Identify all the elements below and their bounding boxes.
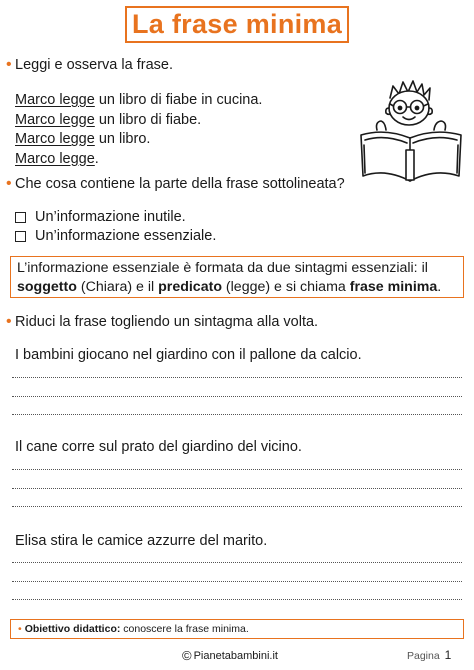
footer-site: © Pianetabambini.it xyxy=(182,648,278,663)
sentence-2: Marco legge un libro di fiabe. xyxy=(15,111,202,128)
answer-line[interactable] xyxy=(12,580,462,582)
exercise-2-sentence: Il cane corre sul prato del giardino del vicino. xyxy=(15,439,302,455)
learning-goal-box: • Obiettivo didattico: conoscere la frase minima. xyxy=(10,619,464,639)
answer-line[interactable] xyxy=(12,505,462,507)
page-number: Pagina 1 xyxy=(407,648,452,662)
instruction-1: • Leggi e osserva la frase. xyxy=(6,56,173,73)
answer-line[interactable] xyxy=(12,598,462,600)
answer-line[interactable] xyxy=(12,487,462,489)
answer-line[interactable] xyxy=(12,376,462,378)
checkbox-icon[interactable] xyxy=(15,231,26,242)
sentence-3: Marco legge un libro. xyxy=(15,131,151,148)
option-1[interactable]: Un’informazione inutile. xyxy=(15,209,186,225)
copyright-icon: © xyxy=(182,648,192,663)
answer-line[interactable] xyxy=(12,395,462,397)
bullet-dot: • xyxy=(6,56,12,73)
definition-box: L’informazione essenziale è formata da due sintagmi essenziali: il soggetto (Chiara) e il predicato (legge) e si chiama frase minima. xyxy=(10,256,464,298)
example-sentences xyxy=(15,91,262,169)
answer-line[interactable] xyxy=(12,468,462,470)
option-2[interactable]: Un’informazione essenziale. xyxy=(15,228,216,244)
question-2: • Che cosa contiene la parte della frase sottolineata? xyxy=(6,175,345,192)
answer-line[interactable] xyxy=(12,413,462,415)
exercise-1-sentence: I bambini giocano nel giardino con il pallone da calcio. xyxy=(15,347,362,363)
sentence-4: Marco legge. xyxy=(15,150,99,167)
answer-line[interactable] xyxy=(12,561,462,563)
bullet-dot: • xyxy=(6,313,12,330)
child-reading-book-illustration xyxy=(355,78,467,183)
bullet-dot: • xyxy=(18,623,22,635)
page-title: La frase minima xyxy=(131,9,343,39)
instruction-3: • Riduci la frase togliendo un sintagma alla volta. xyxy=(6,313,319,330)
bullet-dot: • xyxy=(6,175,12,192)
sentence-1: Marco legge un libro di fiabe in cucina. xyxy=(15,92,263,108)
exercise-3-sentence: Elisa stira le camice azzurre del marito. xyxy=(15,533,268,549)
title-box xyxy=(125,6,349,43)
checkbox-icon[interactable] xyxy=(15,212,26,223)
